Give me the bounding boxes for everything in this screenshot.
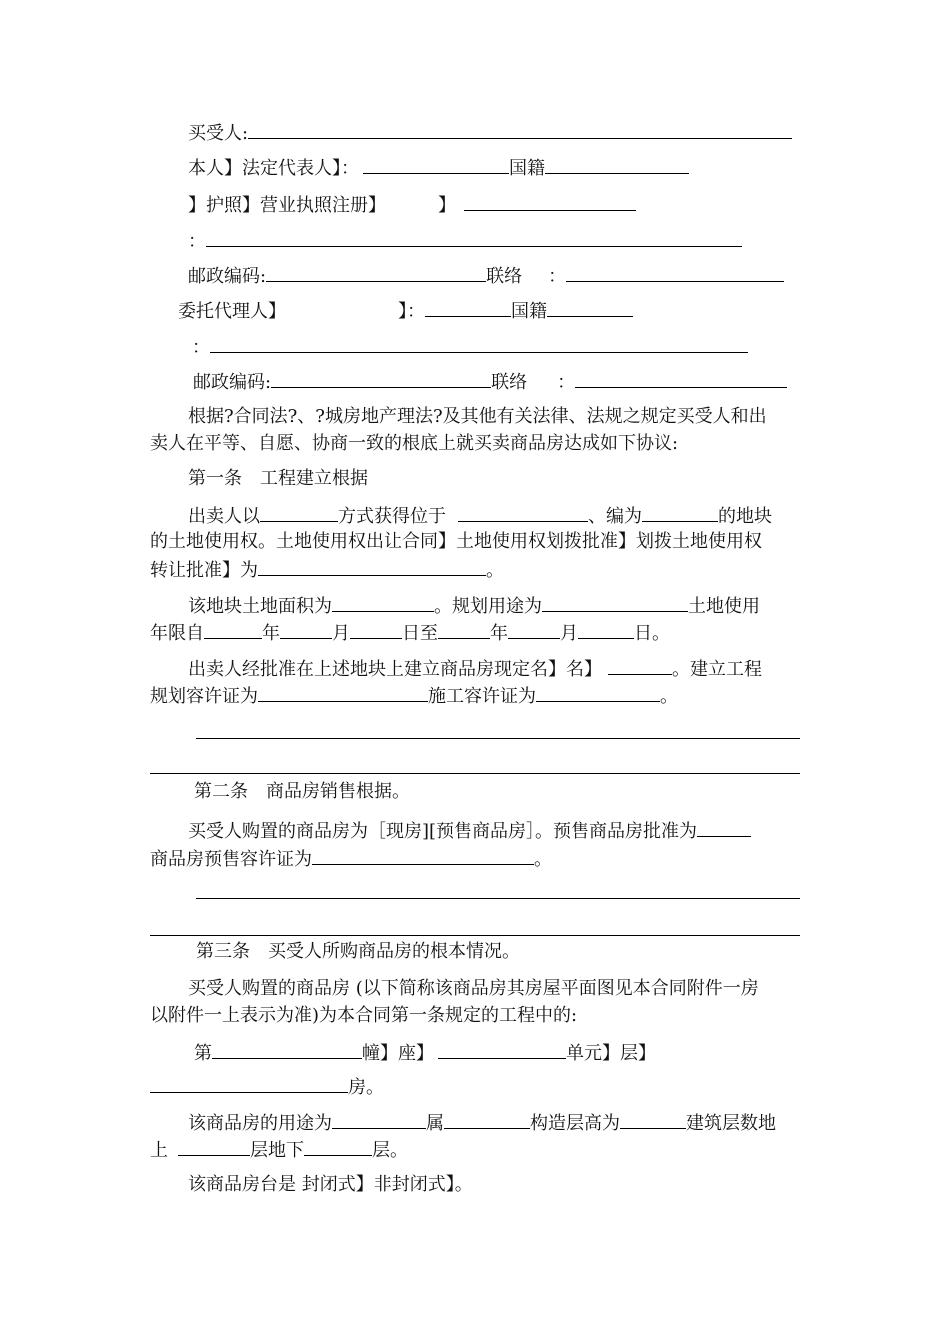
agent-postal-field[interactable] (271, 369, 491, 388)
article-3-balcony-line: 该商品房台是 封闭式】非封闭式】。 (188, 1174, 473, 1195)
buyer-contact-colon: ： (548, 266, 567, 287)
text: 的地块 (718, 506, 772, 527)
blank-line[interactable] (196, 898, 800, 899)
article-2-p1-line1 (188, 818, 751, 844)
buyer-address-colon: ： (188, 231, 206, 252)
article-2-title: 第二条 商品房销售根据。 (194, 781, 410, 802)
buyer-postal-field[interactable] (266, 263, 486, 282)
text: 年 (490, 623, 508, 644)
text: 该商品房的用途为 (188, 1113, 332, 1134)
buyer-address-line (188, 228, 742, 254)
article-3-room-line (150, 1074, 384, 1100)
text: 构造层高为 (530, 1113, 620, 1134)
unit-number-field[interactable] (438, 1040, 566, 1059)
text: 该地块土地面积为 (188, 596, 332, 617)
agent-nationality-label: 国籍 (511, 301, 547, 322)
end-day-field[interactable] (578, 620, 634, 639)
text: 。 (660, 686, 678, 707)
agent-label: 委托代理人】 (178, 301, 286, 322)
article-3-p2-line1 (188, 1110, 776, 1136)
article-1-title: 第一条 工程建立根据 (188, 468, 368, 489)
text: 转让批准】为 (150, 560, 258, 581)
buyer-contact-label: 联络 (486, 266, 523, 287)
buyer-nationality-label: 国籍 (509, 158, 545, 179)
project-name-field[interactable] (608, 656, 672, 675)
buyer-nationality-field[interactable] (545, 155, 689, 174)
building-number-field[interactable] (212, 1040, 362, 1059)
preamble-line-1: 根据?合同法?、?城房地产理法?及其他有关法律、法规之规定买受人和出 (188, 406, 767, 427)
article-1-p1-line3 (150, 557, 504, 583)
article-1-p2-line1 (188, 593, 760, 619)
usage-field[interactable] (332, 1110, 426, 1129)
buyer-id-field[interactable] (464, 192, 636, 211)
buyer-contact-field[interactable] (566, 263, 784, 282)
text: 商品房预售容许证为 (150, 849, 312, 870)
text: 、编为 (588, 506, 642, 527)
text: 年 (262, 623, 280, 644)
text: 月 (332, 623, 350, 644)
buyer-address-field[interactable] (206, 228, 742, 247)
text: 买受人购置的商品房为［现房][预售商品房］。预售商品房批准为 (188, 821, 698, 842)
floors-above-field[interactable] (178, 1137, 250, 1156)
buyer-rep-label: 本人】法定代表人】： (188, 158, 359, 179)
article-1-p1-line1 (188, 503, 772, 529)
start-month-field[interactable] (280, 620, 332, 639)
agent-bracket-colon: 】： (398, 301, 425, 322)
text: 属 (426, 1113, 444, 1134)
text: 日。 (634, 623, 670, 644)
text: 。建立工程 (672, 659, 762, 680)
text: 出卖人经批准在上述地块上建立商品房现定名】名】 (188, 659, 602, 680)
text: 日至 (402, 623, 438, 644)
floors-below-field[interactable] (304, 1137, 372, 1156)
agent-postal-label: 邮政编码: (193, 372, 272, 393)
agent-postal-line (193, 369, 787, 395)
land-method-field[interactable] (260, 503, 338, 522)
article-3-title: 第三条 买受人所购商品房的根本情况。 (196, 941, 520, 962)
article-2-p1-line2 (150, 846, 552, 872)
buyer-postal-line (188, 263, 784, 289)
article-3-unit-line (194, 1040, 656, 1066)
text: 上 (150, 1140, 168, 1161)
agent-contact-colon: ： (557, 372, 576, 393)
text: 房。 (348, 1077, 384, 1098)
article-3-p1-line1: 买受人购置的商品房 (以下简称该商品房其房屋平面图见本合同附件一房 (188, 978, 759, 999)
text: 施工容许证为 (428, 686, 536, 707)
agent-address-field[interactable] (210, 334, 748, 353)
agent-name-field[interactable] (425, 298, 511, 317)
room-number-field[interactable] (150, 1074, 348, 1093)
text: 层。 (372, 1140, 408, 1161)
agent-address-colon: ： (192, 337, 210, 358)
text: 年限自 (150, 623, 204, 644)
agent-contact-label: 联络 (491, 372, 528, 393)
article-3-p1-line2: 以附件一上表示为准)为本合同第一条规定的工程中的: (150, 1005, 578, 1026)
text: 规划容许证为 (150, 686, 258, 707)
text: 月 (560, 623, 578, 644)
buyer-rep-line (188, 155, 689, 181)
buyer-id-label: 】护照】营业执照注册】 (188, 195, 386, 216)
article-1-p3-line2 (150, 683, 678, 709)
planning-permit-field[interactable] (258, 683, 428, 702)
start-day-field[interactable] (350, 620, 402, 639)
text: 方式获得位于 (338, 506, 446, 527)
end-month-field[interactable] (508, 620, 560, 639)
blank-line[interactable] (150, 935, 800, 936)
article-3-p2-line2 (150, 1137, 408, 1163)
article-1-p1-line2: 的土地使用权。土地使用权出让合同】土地使用权划拨批准】划拨土地使用权 (150, 531, 762, 552)
land-number-field[interactable] (642, 503, 718, 522)
text: 土地使用 (688, 596, 760, 617)
text: 。 (534, 849, 552, 870)
agent-nationality-field[interactable] (547, 298, 633, 317)
construction-permit-field[interactable] (536, 683, 660, 702)
approval-number-field[interactable] (258, 557, 486, 576)
buyer-line (188, 120, 792, 146)
article-1-p2-line2 (150, 620, 670, 646)
text: 单元】层】 (566, 1043, 656, 1064)
agent-line (178, 298, 633, 324)
buyer-id-line (188, 192, 636, 218)
preamble-line-2: 卖人在平等、自愿、协商一致的根底上就买卖商品房达成如下协议: (150, 433, 679, 454)
buyer-field[interactable] (248, 120, 792, 139)
land-use-field[interactable] (542, 593, 688, 612)
presale-permit-field[interactable] (312, 846, 534, 865)
blank-line[interactable] (150, 773, 800, 774)
end-year-field[interactable] (438, 620, 490, 639)
land-area-field[interactable] (332, 593, 434, 612)
buyer-rep-field[interactable] (363, 155, 509, 174)
text: 。 (486, 560, 504, 581)
start-year-field[interactable] (204, 620, 262, 639)
agent-address-line (192, 334, 748, 360)
agent-contact-field[interactable] (575, 369, 787, 388)
text: 出卖人以 (188, 506, 260, 527)
text: 幢】座】 (362, 1043, 434, 1064)
text: 建筑层数地 (686, 1113, 776, 1134)
land-location-field[interactable] (458, 503, 588, 522)
text: 第 (194, 1043, 212, 1064)
article-1-p3-line1 (188, 656, 762, 682)
presale-approval-field[interactable] (697, 818, 751, 837)
buyer-id-bracket: 】 (438, 195, 456, 216)
buyer-postal-label: 邮政编码: (188, 266, 267, 287)
structure-field[interactable] (444, 1110, 530, 1129)
blank-line[interactable] (196, 738, 800, 739)
text: 。规划用途为 (434, 596, 542, 617)
floor-height-field[interactable] (620, 1110, 686, 1129)
text: 层地下 (250, 1140, 304, 1161)
buyer-label: 买受人: (188, 123, 249, 144)
